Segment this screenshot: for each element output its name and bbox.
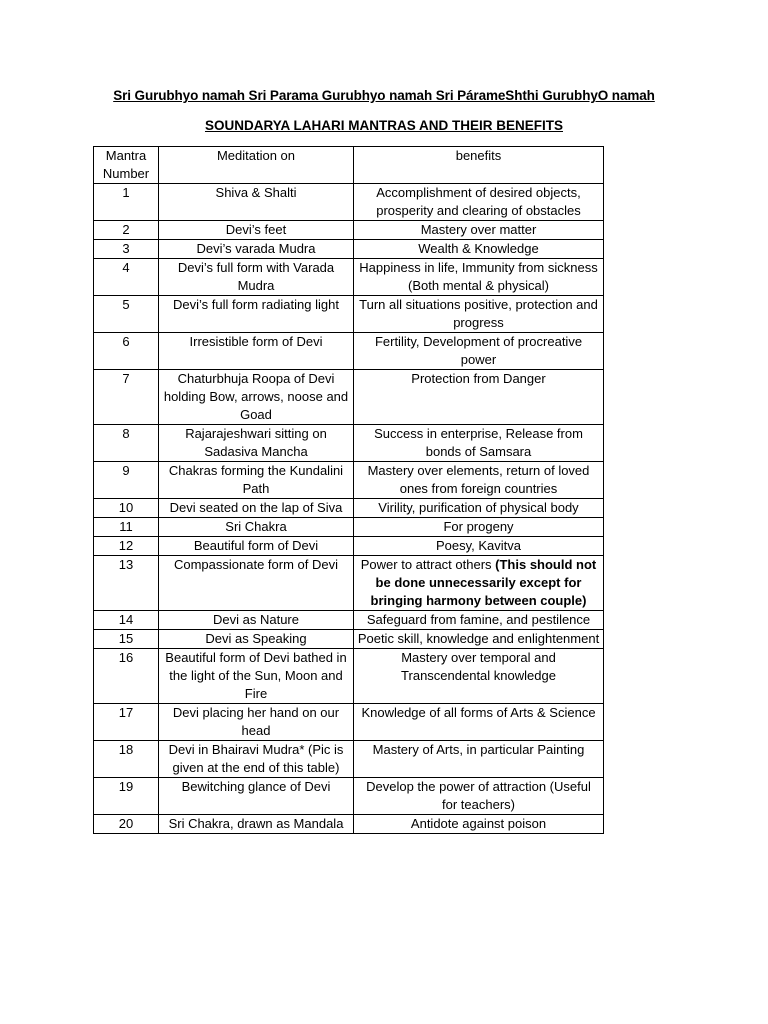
benefit-cell <box>354 333 604 370</box>
benefit-text: Wealth & Knowledge <box>418 241 539 256</box>
benefit-cell <box>354 425 604 462</box>
meditation-cell: Chakras forming the Kundalini Path <box>159 462 354 499</box>
benefit-text: Knowledge of all forms of Arts & Science <box>361 705 596 720</box>
table-row <box>94 221 604 240</box>
document-title: SOUNDARYA LAHARI MANTRAS AND THEIR BENEFITS <box>204 118 563 133</box>
mantras-table <box>93 146 604 834</box>
meditation-cell: Compassionate form of Devi <box>159 556 354 611</box>
table-row <box>94 370 604 425</box>
meditation-cell: Chaturbhuja Roopa of Devi holding Bow, arrows, noose and Goad <box>159 370 354 425</box>
mantra-number-cell: 15 <box>94 630 159 649</box>
meditation-cell: Shiva & Shalti <box>159 184 354 221</box>
meditation-cell: Rajarajeshwari sitting on Sadasiva Mancha <box>159 425 354 462</box>
benefit-text: Safeguard from famine, and pestilence <box>366 612 591 627</box>
table-row <box>94 259 604 296</box>
benefit-cell <box>354 221 604 240</box>
benefit-cell <box>354 296 604 333</box>
benefit-cell <box>354 741 604 778</box>
mantra-number-cell: 7 <box>94 370 159 425</box>
benefit-warning-text: (This should not be done unnecessarily except for bringing harmony between couple) <box>370 557 597 608</box>
benefit-cell <box>354 240 604 259</box>
table-row <box>94 815 604 834</box>
benefit-text: Antidote against poison <box>410 816 547 831</box>
benefit-text: Happiness in life, Immunity from sickness (Both mental & physical) <box>359 260 598 293</box>
column-header-benefits: benefits <box>354 147 604 184</box>
mantra-number-cell: 12 <box>94 537 159 556</box>
table-row <box>94 518 604 537</box>
meditation-cell: Bewitching glance of Devi <box>159 778 354 815</box>
mantra-number-cell: 1 <box>94 184 159 221</box>
benefit-text: Develop the power of attraction (Useful for teachers) <box>366 779 591 812</box>
meditation-cell: Devi as Speaking <box>159 630 354 649</box>
mantra-number-cell: 6 <box>94 333 159 370</box>
benefit-text: Mastery over temporal and Transcendental knowledge <box>401 650 556 683</box>
meditation-cell: Devi seated on the lap of Siva <box>159 499 354 518</box>
table-row <box>94 425 604 462</box>
benefit-text: Power to attract others <box>360 557 496 572</box>
benefit-cell <box>354 611 604 630</box>
meditation-cell: Devi’s full form radiating light <box>159 296 354 333</box>
benefit-cell <box>354 815 604 834</box>
benefit-cell <box>354 630 604 649</box>
benefit-cell <box>354 649 604 704</box>
benefit-cell <box>354 499 604 518</box>
table-row <box>94 649 604 704</box>
benefit-text: Accomplishment of desired objects, prosperity and clearing of obstacles <box>376 185 581 218</box>
table-row <box>94 462 604 499</box>
table-row <box>94 611 604 630</box>
meditation-cell: Devi’s feet <box>159 221 354 240</box>
benefit-cell <box>354 370 604 425</box>
meditation-cell: Beautiful form of Devi <box>159 537 354 556</box>
table-body <box>94 184 604 834</box>
table-row <box>94 240 604 259</box>
benefit-text: Mastery of Arts, in particular Painting <box>372 742 585 757</box>
table-row <box>94 333 604 370</box>
benefit-cell <box>354 778 604 815</box>
benefit-cell <box>354 704 604 741</box>
mantra-number-cell: 9 <box>94 462 159 499</box>
meditation-cell: Devi as Nature <box>159 611 354 630</box>
meditation-cell: Devi placing her hand on our head <box>159 704 354 741</box>
mantra-number-cell: 20 <box>94 815 159 834</box>
table-row <box>94 741 604 778</box>
meditation-cell: Devi’s full form with Varada Mudra <box>159 259 354 296</box>
table-row <box>94 556 604 611</box>
benefit-text: Mastery over elements, return of loved ones from foreign countries <box>367 463 590 496</box>
meditation-cell: Irresistible form of Devi <box>159 333 354 370</box>
meditation-cell: Beautiful form of Devi bathed in the light of the Sun, Moon and Fire <box>159 649 354 704</box>
benefit-text: Mastery over matter <box>420 222 537 237</box>
table-row <box>94 499 604 518</box>
table-header-row <box>94 147 604 184</box>
mantra-number-cell: 10 <box>94 499 159 518</box>
mantra-number-cell: 17 <box>94 704 159 741</box>
benefit-text: Poesy, Kavitva <box>435 538 522 553</box>
meditation-cell: Sri Chakra <box>159 518 354 537</box>
table-row <box>94 778 604 815</box>
benefit-cell <box>354 259 604 296</box>
mantra-number-cell: 11 <box>94 518 159 537</box>
benefit-text: Poetic skill, knowledge and enlightenment <box>357 631 600 646</box>
mantra-number-cell: 8 <box>94 425 159 462</box>
mantra-number-cell: 3 <box>94 240 159 259</box>
table-row <box>94 184 604 221</box>
mantra-number-cell: 13 <box>94 556 159 611</box>
mantra-number-cell: 4 <box>94 259 159 296</box>
table-row <box>94 296 604 333</box>
table-row <box>94 630 604 649</box>
benefit-cell <box>354 184 604 221</box>
invocation-heading: Sri Gurubhyo namah Sri Parama Gurubhyo namah Sri PárameShthi GurubhyO namah <box>113 88 655 103</box>
mantra-number-cell: 18 <box>94 741 159 778</box>
meditation-cell: Devi’s varada Mudra <box>159 240 354 259</box>
column-header-mantra-number: Mantra Number <box>94 147 159 184</box>
benefit-cell <box>354 462 604 499</box>
benefit-text: For progeny <box>443 519 514 534</box>
table-row <box>94 704 604 741</box>
benefit-cell <box>354 518 604 537</box>
mantra-number-cell: 5 <box>94 296 159 333</box>
benefit-text: Virility, purification of physical body <box>378 500 579 515</box>
mantra-number-cell: 16 <box>94 649 159 704</box>
mantra-number-cell: 2 <box>94 221 159 240</box>
benefit-text: Fertility, Development of procreative power <box>374 334 583 367</box>
meditation-cell: Devi in Bhairavi Mudra* (Pic is given at the end of this table) <box>159 741 354 778</box>
table-row <box>94 537 604 556</box>
benefit-text: Turn all situations positive, protection and progress <box>359 297 598 330</box>
mantra-number-cell: 19 <box>94 778 159 815</box>
mantra-number-cell: 14 <box>94 611 159 630</box>
benefit-cell <box>354 537 604 556</box>
benefit-cell <box>354 556 604 611</box>
column-header-meditation: Meditation on <box>159 147 354 184</box>
meditation-cell: Sri Chakra, drawn as Mandala <box>159 815 354 834</box>
benefit-text: Success in enterprise, Release from bonds of Samsara <box>374 426 583 459</box>
benefit-text: Protection from Danger <box>411 371 546 386</box>
